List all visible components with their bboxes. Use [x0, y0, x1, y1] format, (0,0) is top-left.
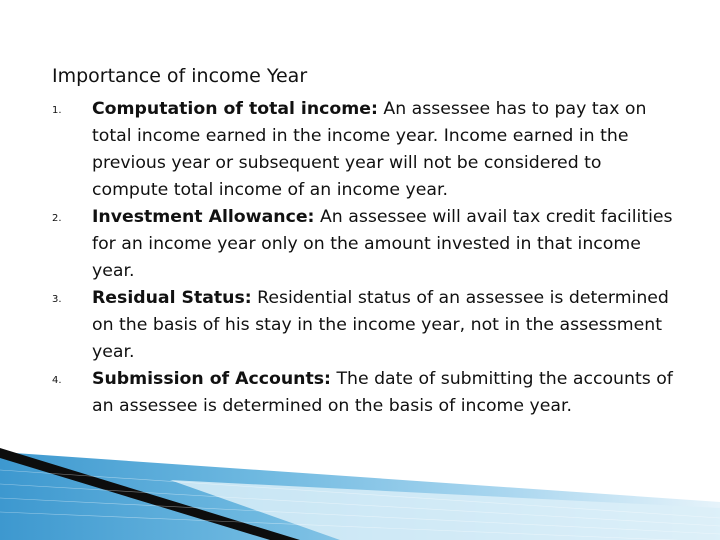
item-number: 4.: [52, 375, 62, 386]
slide-title: Importance of income Year: [52, 65, 308, 87]
item-text: Residential status of an assessee is determined on the basis of his stay in the income year, not in the assessment year.: [92, 288, 669, 362]
numbered-list: [52, 96, 682, 420]
item-term: Investment Allowance:: [92, 207, 315, 227]
item-text: An assessee will avail tax credit facilities for an income year only on the amount invested in that income year.: [92, 207, 673, 281]
item-text: The date of submitting the accounts of an assessee is determined on the basis of income year.: [92, 369, 673, 416]
list-item: [52, 366, 682, 420]
list-item: [52, 285, 682, 366]
item-text: An assessee has to pay tax on total income earned in the income year. Income earned in the previous year or subsequent year will not be considered to compute total income of an income year.: [92, 99, 647, 200]
list-item: [52, 204, 682, 285]
item-term: Computation of total income:: [92, 99, 378, 119]
item-number: 2.: [52, 213, 62, 224]
item-number: 1.: [52, 105, 62, 116]
item-number: 3.: [52, 294, 62, 305]
list-item: [52, 96, 682, 204]
item-term: Submission of Accounts:: [92, 369, 331, 389]
decorative-corner-swoosh: [0, 440, 720, 540]
item-term: Residual Status:: [92, 288, 252, 308]
